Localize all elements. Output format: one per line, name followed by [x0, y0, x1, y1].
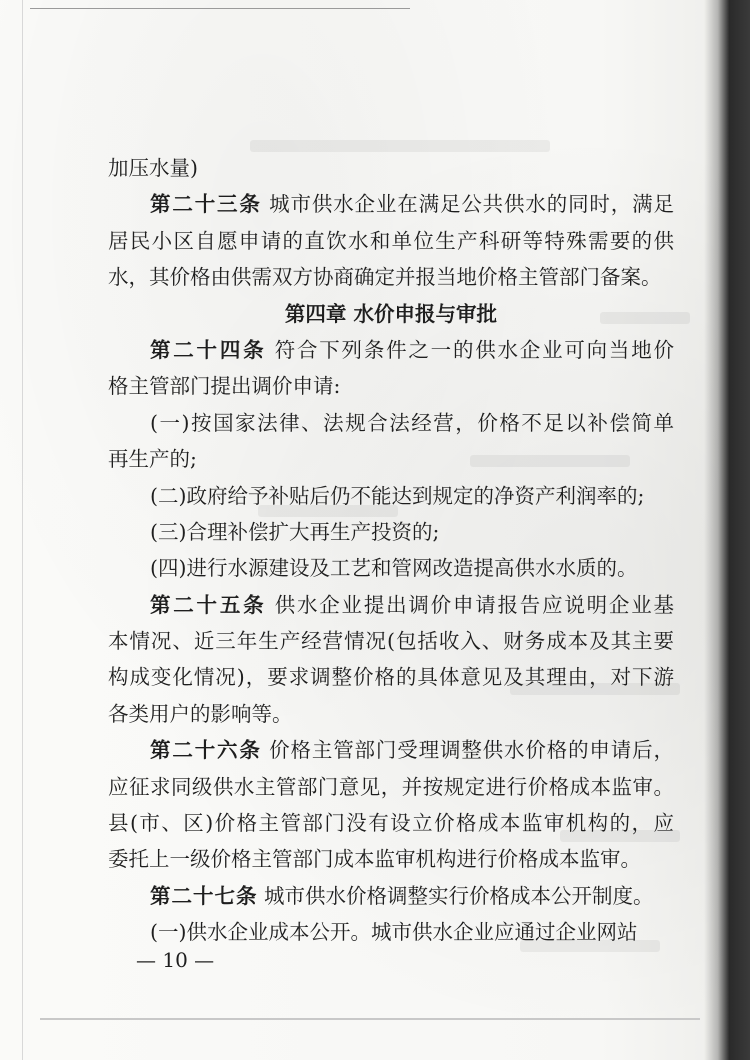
page-left-edge [22, 0, 23, 1060]
line-text: 各类用户的影响等。 [108, 701, 293, 726]
line-text: 构成变化情况)，要求调整价格的具体意见及其理由，对下游 [108, 665, 674, 690]
article-number: 第二十七条 [150, 883, 258, 908]
list-item [108, 514, 674, 550]
text-line [108, 550, 674, 586]
line-text: (二)政府给予补贴后仍不能达到规定的净资产利润率的; [150, 483, 645, 508]
text-line [108, 259, 674, 295]
chapter-title: 第四章 水价申报与审批 [284, 301, 498, 326]
line-text: (四)进行水源建设及工艺和管网改造提高供水水质的。 [150, 556, 638, 581]
line-text: 供水企业提出调价申请报告应说明企业基 [274, 592, 674, 617]
article-paragraph [108, 878, 674, 914]
article-paragraph [108, 186, 674, 295]
text-line [108, 223, 674, 259]
article-number: 第二十四条 [150, 337, 267, 362]
line-text: 县(市、区)价格主管部门没有设立价格成本监审机构的，应 [108, 811, 674, 836]
document-body [108, 150, 674, 951]
text-line [108, 514, 674, 550]
text-line [108, 150, 674, 186]
line-text: 水，其价格由供需双方协商确定并报当地价格主管部门备案。 [108, 265, 662, 290]
line-text: 应征求同级供水主管部门意见，并按规定进行价格成本监审。 [108, 774, 674, 799]
text-line [108, 332, 674, 368]
list-item [108, 914, 674, 950]
text-line [108, 186, 674, 222]
line-text: 委托上一级价格主管部门成本监审机构进行价格成本监审。 [108, 847, 641, 872]
line-text: 城市供水企业在满足公共供水的同时，满足 [269, 192, 674, 217]
text-line [108, 914, 674, 950]
line-text: 加压水量) [108, 156, 198, 180]
text-line [108, 368, 674, 404]
line-text: 本情况、近三年生产经营情况(包括收入、财务成本及其主要 [108, 629, 674, 654]
article-paragraph [108, 587, 674, 733]
line-text: (三)合理补偿扩大再生产投资的; [150, 519, 440, 544]
bottom-scan-rule [40, 1018, 700, 1020]
list-item [108, 550, 674, 586]
text-line [108, 478, 674, 514]
text-line [108, 659, 674, 695]
binding-shadow [704, 0, 750, 1060]
chapter-heading [108, 296, 674, 332]
text-line [108, 441, 674, 477]
article-paragraph [108, 732, 674, 878]
text-line [108, 296, 674, 332]
line-text: 价格主管部门受理调整供水价格的申请后， [269, 738, 674, 763]
text-line [108, 769, 674, 805]
text-line [108, 878, 674, 914]
text-line [108, 841, 674, 877]
line-text: 再生产的; [108, 447, 197, 472]
article-paragraph [108, 332, 674, 405]
text-line [108, 805, 674, 841]
line-text: 城市供水价格调整实行价格成本公开制度。 [264, 883, 654, 908]
top-scan-rule [30, 8, 410, 9]
line-text: 居民小区自愿申请的直饮水和单位生产科研等特殊需要的供 [108, 228, 674, 253]
text-line [108, 623, 674, 659]
text-line [108, 405, 674, 441]
page-number: — 10 — [136, 948, 215, 972]
line-text: 格主管部门提出调价申请: [108, 374, 341, 399]
line-text: 符合下列条件之一的供水企业可向当地价 [274, 337, 674, 362]
line-text: (一)供水企业成本公开。城市供水企业应通过企业网站 [150, 920, 638, 945]
line-text: (一)按国家法律、法规合法经营，价格不足以补偿简单 [150, 410, 674, 435]
text-line [108, 696, 674, 732]
article-number: 第二十三条 [150, 192, 262, 217]
list-item [108, 405, 674, 478]
paragraph-continuation [108, 150, 674, 186]
article-number: 第二十五条 [150, 592, 267, 617]
text-line [108, 587, 674, 623]
list-item [108, 478, 674, 514]
article-number: 第二十六条 [150, 738, 262, 763]
text-line [108, 732, 674, 768]
